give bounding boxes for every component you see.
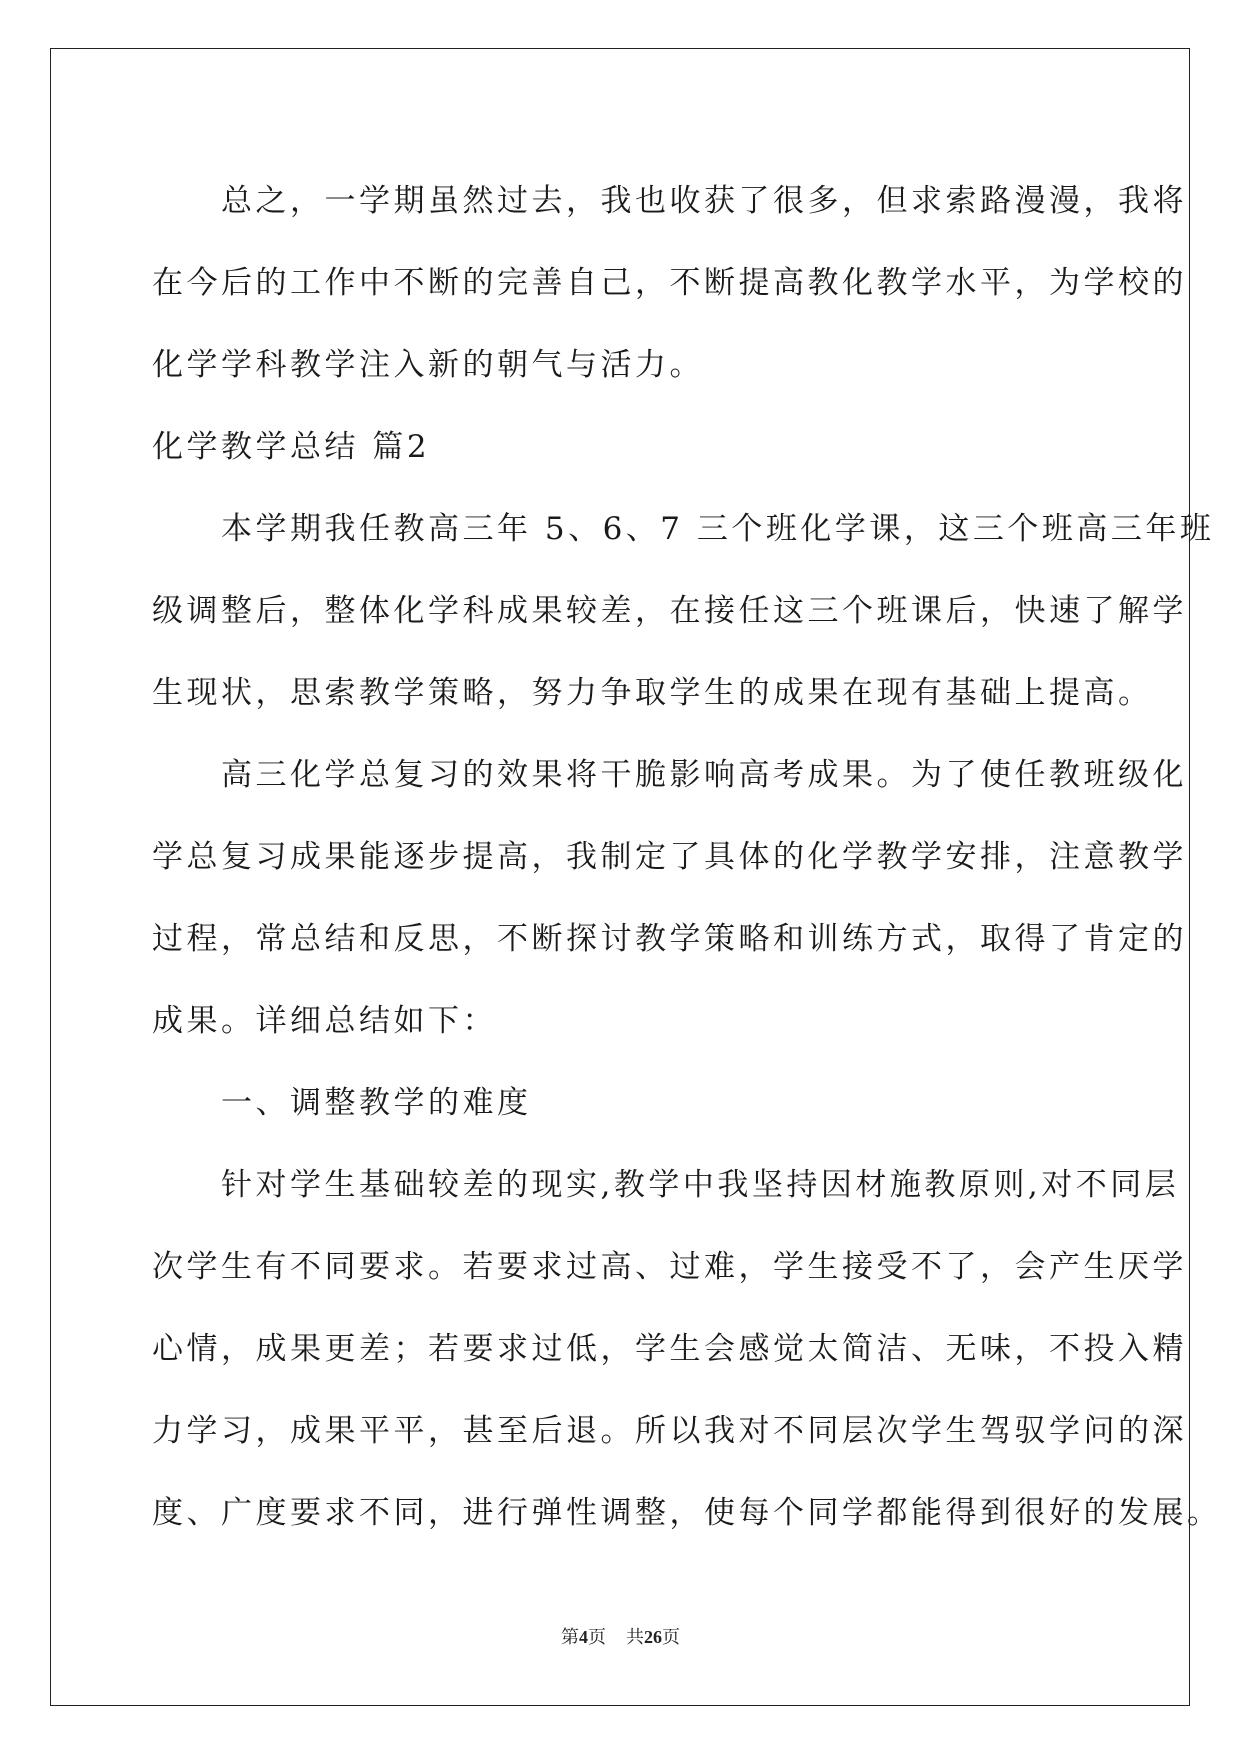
text-line: 生现状，思索教学策略，努力争取学生的成果在现有基础上提高。 <box>152 675 1153 711</box>
text-line: 力学习，成果平平，甚至后退。所以我对不同层次学生驾驭学问的深 <box>152 1413 1187 1449</box>
text-line: 成果。详细总结如下： <box>152 1003 497 1039</box>
section-heading <box>152 406 1092 488</box>
total-pages: 26 <box>644 1627 662 1647</box>
text-line: 级调整后，整体化学科成果较差，在接任这三个班课后，快速了解学 <box>152 593 1187 629</box>
text-line: 次学生有不同要求。若要求过高、过难，学生接受不了，会产生厌学 <box>152 1249 1187 1285</box>
text-line: 学总复习成果能逐步提高，我制定了具体的化学教学安排，注意教学 <box>152 839 1187 875</box>
total-suffix: 页 <box>662 1627 680 1647</box>
page-suffix: 页 <box>588 1627 606 1647</box>
text-line: 一、调整教学的难度 <box>221 1085 532 1121</box>
text-line: 针对学生基础较差的现实,教学中我坚持因材施教原则,对不同层 <box>221 1167 1180 1203</box>
paragraph-conclusion <box>152 160 1187 406</box>
text-line: 心情，成果更差；若要求过低，学生会感觉太简洁、无味，不投入精 <box>152 1331 1187 1367</box>
document-body <box>152 160 1222 1554</box>
paragraph-review <box>152 734 1187 1062</box>
paragraph-intro <box>152 488 1215 734</box>
page-footer <box>0 1623 1241 1649</box>
text-line: 总之，一学期虽然过去，我也收获了很多，但求索路漫漫，我将 <box>221 183 1187 219</box>
text-line: 高三化学总复习的效果将干脆影响高考成果。为了使任教班级化 <box>221 757 1187 793</box>
text-line: 度、广度要求不同，进行弹性调整，使每个同学都能得到很好的发展。 <box>152 1495 1222 1531</box>
page-prefix: 第 <box>561 1627 579 1647</box>
text-line: 化学学科教学注入新的朝气与活力。 <box>152 347 704 383</box>
text-line: 过程，常总结和反思，不断探讨教学策略和训练方式，取得了肯定的 <box>152 921 1187 957</box>
total-prefix: 共 <box>626 1627 644 1647</box>
page-number: 4 <box>579 1627 588 1647</box>
heading-text: 化学教学总结 篇2 <box>152 429 431 465</box>
text-line: 在今后的工作中不断的完善自己，不断提高教化教学水平，为学校的 <box>152 265 1187 301</box>
text-line: 本学期我任教高三年 5、6、7 三个班化学课，这三个班高三年班 <box>221 511 1215 547</box>
subsection-heading <box>152 1062 1092 1144</box>
paragraph-difficulty <box>152 1144 1222 1554</box>
